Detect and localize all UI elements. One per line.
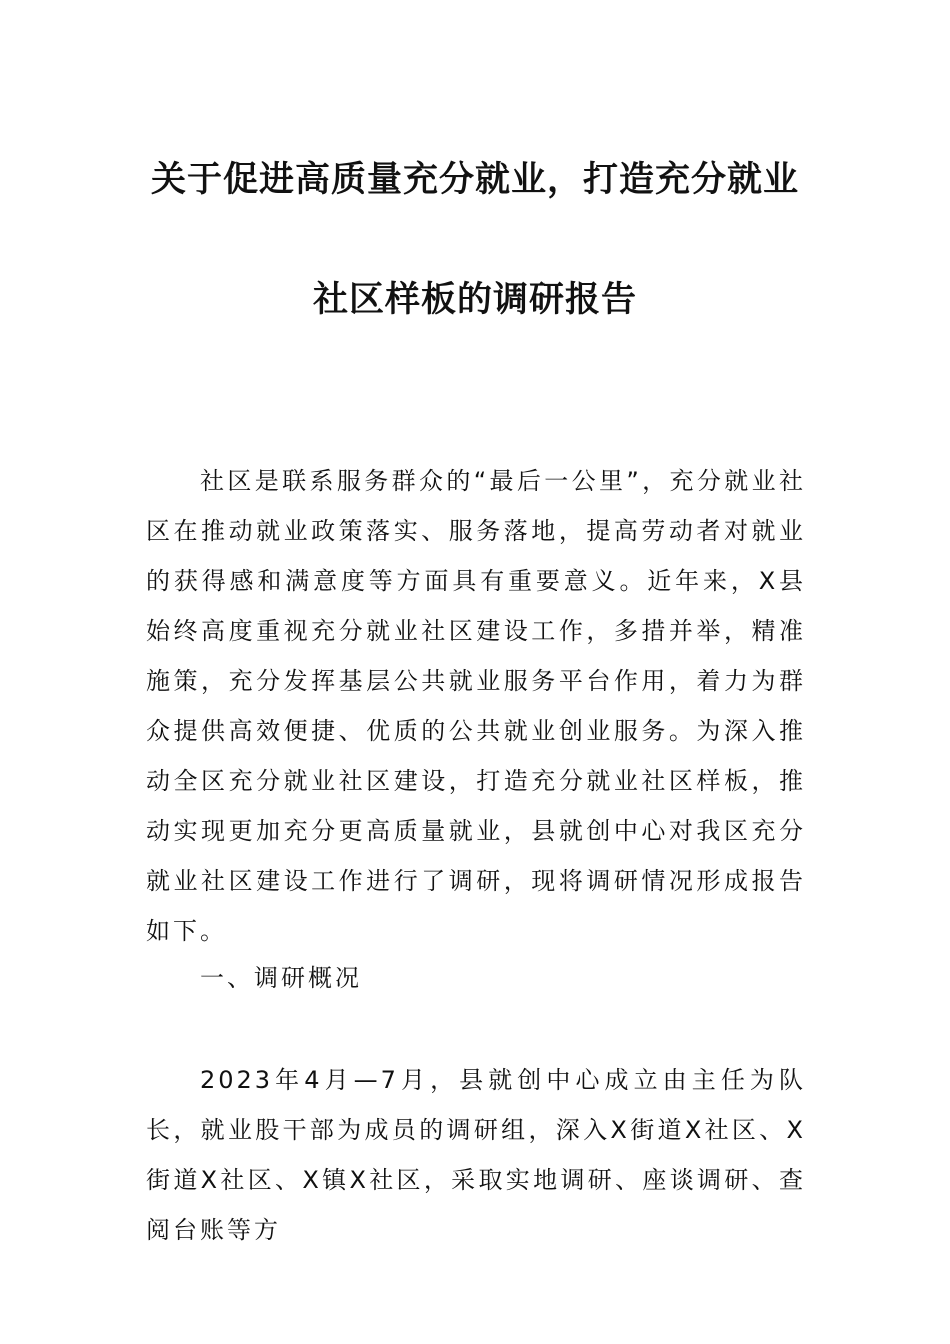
section1-paragraph: 2023年4月—7月，县就创中心成立由主任为队长，就业股干部为成员的调研组，深入X街道X社区、X街道X社区、X镇X社区，采取实地调研、座谈调研、查阅台账等方: [146, 1066, 806, 1244]
intro-paragraph: 社区是联系服务群众的“最后一公里”，充分就业社区在推动就业政策落实、服务落地，提高劳动者对就业的获得感和满意度等方面具有重要意义。近年来，X县始终高度重视充分就业社区建设工作，多措并举，精准施策，充分发挥基层公共就业服务平台作用，着力为群众提供高效便捷、优质的公共就业创业服务。为深入推动全区充分就业社区建设，打造充分就业社区样板，推动实现更加充分更高质量就业，县就创中心对我区充分就业社区建设工作进行了调研，现将调研情况形成报告如下。: [146, 467, 806, 945]
document-title-line-2: 社区样板的调研报告: [312, 279, 637, 320]
section-heading-survey-overview: 一、调研概况: [200, 964, 362, 992]
document-title-line-1: 关于促进高质量充分就业，打造充分就业: [150, 159, 799, 200]
